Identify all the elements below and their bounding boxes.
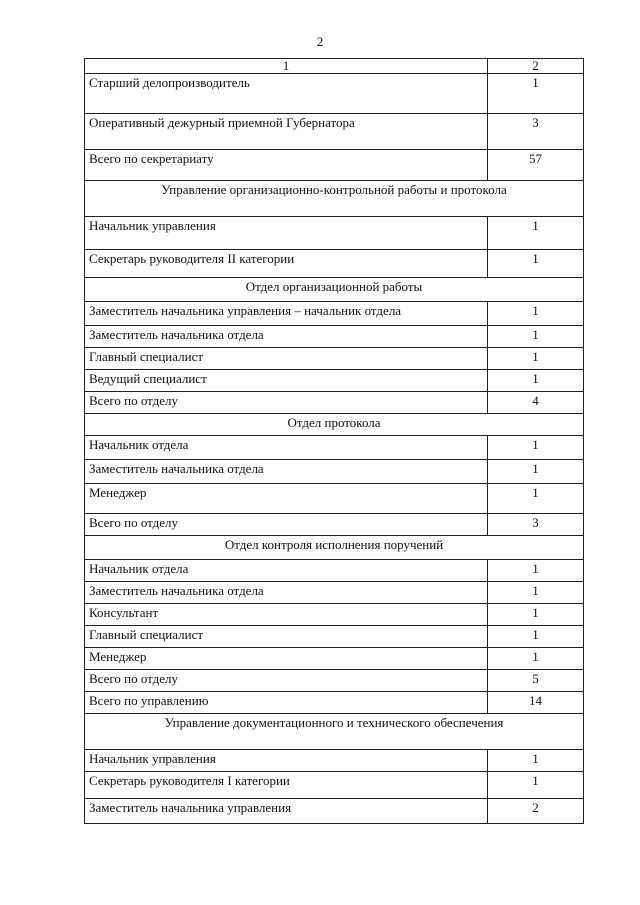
count-cell: 1 xyxy=(488,250,584,278)
page-number: 2 xyxy=(316,34,324,49)
count-cell: 1 xyxy=(488,648,584,670)
position-cell: Старший делопроизводитель xyxy=(85,74,488,114)
count-cell: 57 xyxy=(488,150,584,181)
count-cell: 3 xyxy=(488,514,584,536)
table-row xyxy=(85,560,584,582)
position-cell: Начальник отдела xyxy=(85,560,488,582)
count-cell: 1 xyxy=(488,582,584,604)
table-header-row xyxy=(85,59,584,74)
table-row xyxy=(85,484,584,514)
section-heading: Отдел организационной работы xyxy=(85,278,584,302)
table-row xyxy=(85,436,584,460)
table-row xyxy=(85,460,584,484)
table-row xyxy=(85,302,584,326)
section-heading-row xyxy=(85,714,584,750)
table-row xyxy=(85,114,584,150)
header-cell-2: 2 xyxy=(488,59,584,74)
table-row xyxy=(85,514,584,536)
table-row xyxy=(85,799,584,824)
position-cell: Заместитель начальника отдела xyxy=(85,582,488,604)
position-cell: Всего по секретариату xyxy=(85,150,488,181)
table-row xyxy=(85,370,584,392)
section-heading: Управление документационного и технического обеспечения xyxy=(85,714,584,750)
position-cell: Заместитель начальника управления xyxy=(85,799,488,824)
position-cell: Всего по отделу xyxy=(85,670,488,692)
section-heading: Управление организационно-контрольной работы и протокола xyxy=(85,181,584,217)
count-cell: 1 xyxy=(488,302,584,326)
position-cell: Всего по управлению xyxy=(85,692,488,714)
count-cell: 1 xyxy=(488,604,584,626)
count-cell: 1 xyxy=(488,348,584,370)
position-cell: Всего по отделу xyxy=(85,392,488,414)
table-row xyxy=(85,604,584,626)
position-cell: Главный специалист xyxy=(85,626,488,648)
count-cell: 1 xyxy=(488,750,584,772)
count-cell: 1 xyxy=(488,370,584,392)
table-row xyxy=(85,150,584,181)
position-cell: Начальник управления xyxy=(85,217,488,250)
header-cell-1: 1 xyxy=(85,59,488,74)
position-cell: Ведущий специалист xyxy=(85,370,488,392)
count-cell: 3 xyxy=(488,114,584,150)
count-cell: 1 xyxy=(488,326,584,348)
count-cell: 1 xyxy=(488,460,584,484)
count-cell: 1 xyxy=(488,436,584,460)
count-cell: 14 xyxy=(488,692,584,714)
position-cell: Заместитель начальника управления – начальник отдела xyxy=(85,302,488,326)
section-heading-row xyxy=(85,414,584,436)
position-cell: Главный специалист xyxy=(85,348,488,370)
section-heading: Отдел контроля исполнения поручений xyxy=(85,536,584,560)
position-cell: Консультант xyxy=(85,604,488,626)
staff-table xyxy=(84,58,584,824)
table-row xyxy=(85,250,584,278)
position-cell: Менеджер xyxy=(85,484,488,514)
position-cell: Начальник отдела xyxy=(85,436,488,460)
count-cell: 5 xyxy=(488,670,584,692)
position-cell: Заместитель начальника отдела xyxy=(85,460,488,484)
count-cell: 1 xyxy=(488,484,584,514)
position-cell: Менеджер xyxy=(85,648,488,670)
position-cell: Начальник управления xyxy=(85,750,488,772)
position-cell: Всего по отделу xyxy=(85,514,488,536)
table-row xyxy=(85,750,584,772)
count-cell: 1 xyxy=(488,626,584,648)
section-heading-row xyxy=(85,181,584,217)
section-heading: Отдел протокола xyxy=(85,414,584,436)
section-heading-row xyxy=(85,536,584,560)
count-cell: 2 xyxy=(488,799,584,824)
table-row xyxy=(85,692,584,714)
table-row xyxy=(85,648,584,670)
table-row xyxy=(85,670,584,692)
table-row xyxy=(85,582,584,604)
position-cell: Заместитель начальника отдела xyxy=(85,326,488,348)
count-cell: 1 xyxy=(488,217,584,250)
count-cell: 1 xyxy=(488,772,584,799)
count-cell: 1 xyxy=(488,560,584,582)
table-row xyxy=(85,626,584,648)
position-cell: Секретарь руководителя I категории xyxy=(85,772,488,799)
table-row xyxy=(85,348,584,370)
table-row xyxy=(85,217,584,250)
position-cell: Секретарь руководителя II категории xyxy=(85,250,488,278)
section-heading-row xyxy=(85,278,584,302)
position-cell: Оперативный дежурный приемной Губернатора xyxy=(85,114,488,150)
table-row xyxy=(85,772,584,799)
table-row xyxy=(85,326,584,348)
count-cell: 1 xyxy=(488,74,584,114)
count-cell: 4 xyxy=(488,392,584,414)
table-row xyxy=(85,392,584,414)
table-row xyxy=(85,74,584,114)
